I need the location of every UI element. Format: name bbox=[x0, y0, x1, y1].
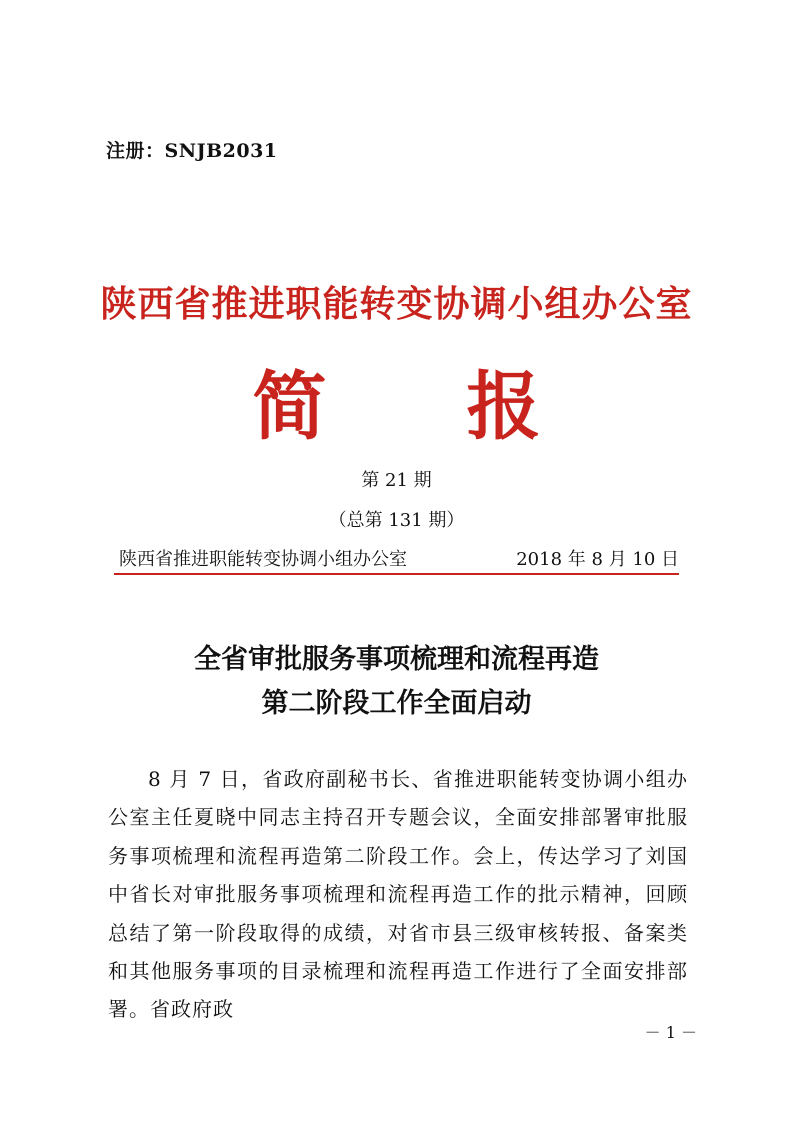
page-number: － 1 － bbox=[644, 1023, 697, 1042]
registration-number: 注册：SNJB2031 bbox=[106, 140, 278, 162]
headline-line-1: 全省审批服务事项梳理和流程再造 bbox=[194, 644, 599, 675]
article-body: 8 月 7 日，省政府副秘书长、省推进职能转变协调小组办公室主任夏晓中同志主持召开专题会议，全面安排部署审批服务事项梳理和流程再造第二阶段工作。会上，传达学习了刘国中省长对审批服务事项梳理和流程再造工作的批示精神，回顾总结了第一阶段取得的成绩，对省市县三级审核转报、备案类和其他服务事项的目录梳理和流程再造工作进行了全面安排部署。省政府政 bbox=[108, 767, 688, 1022]
headline-line-2: 第二阶段工作全面启动 bbox=[261, 688, 532, 719]
bulletin-title-char-2: 报 bbox=[466, 364, 541, 450]
bulletin-title-char-1: 简 bbox=[252, 364, 327, 450]
issue-number: 第 21 期 bbox=[361, 470, 432, 491]
byline bbox=[119, 545, 679, 571]
bulletin-title bbox=[0, 362, 793, 452]
byline-date: 2018 年 8 月 10 日 bbox=[516, 549, 679, 570]
article-headline bbox=[0, 638, 793, 726]
total-issue-number: （总第 131 期） bbox=[328, 510, 465, 531]
issuer-header: 陕西省推进职能转变协调小组办公室 bbox=[100, 284, 693, 325]
byline-office: 陕西省推进职能转变协调小组办公室 bbox=[119, 549, 407, 570]
header-divider bbox=[114, 573, 679, 575]
